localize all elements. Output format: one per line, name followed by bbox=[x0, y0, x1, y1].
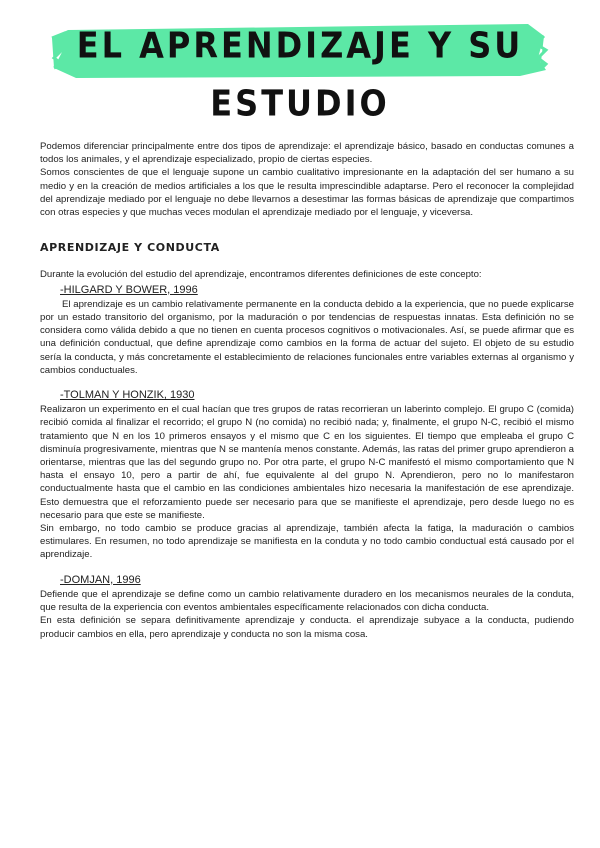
reference-title: -TOLMAN Y HONZIK, 1930 bbox=[60, 389, 195, 402]
intro-paragraph-1: Podemos diferenciar principalmente entre dos tipos de aprendizaje: el aprendizaje básico, basado en conductas comunes a todos los animales, y el aprendizaje especializado, propio de ciertas especies. bbox=[40, 141, 574, 166]
section-heading: APRENDIZAJE Y CONDUCTA bbox=[40, 241, 220, 255]
reference-title: -DOMJAN, 1996 bbox=[60, 573, 141, 586]
reference-paragraph: El aprendizaje es un cambio relativamente permanente en la conducta debido a la experiencia, que no puede explicarse por un estado transitorio del organismo, por la maduración o por tendencias de respuestas innatas. Esta definición no se considera como válida debido a que no tienen en cuenta procesos cognitivos o motivacionales. Así, se puede afirmar que es una definición conductual, que define aprendizaje como cambios en la forma de actuar del sujeto. El objeto de su estudio sería la conducta, y más concretamente el establecimiento de relaciones funcionales entre variables externas al organismo y cambios conductuales. bbox=[40, 298, 574, 376]
reference-paragraph: Realizaron un experimento en el cual hacían que tres grupos de ratas recorrieran un laberinto complejo. El grupo C (comida) recibió comida al finalizar el recorrido; el grupo N (no comida) no recibió nada; y, finalmente, el grupo N-C, recibió el mismo tratamiento que N en los 10 primeros ensayos y el mismo que C en los siguientes. El tiempo que empleaba el grupo C disminuía progresivamente, mientras que N se mantenía menos constante. Además, las ratas del primer grupo aprendieron a orientarse, mientras que las del segundo grupo no. Por otra parte, el grupo N-C manifestó el mismo comportamiento que N hasta el ensayo 10, pero a partir de ahí, fue equivalente al del grupo N. Aprendieron, pero no lo manifestaron conductualmente hasta que el cambio en las condiciones ambientales hizo necesaria la manifestación de ese aprendizaje. Esto demuestra que el reforzamiento puede ser necesario para que se manifieste el aprendizaje, pero desde luego no es necesario para que este se manifieste. bbox=[40, 404, 574, 521]
intro-paragraph-2: Somos conscientes de que el lenguaje supone un cambio cualitativo impresionante en la adaptación del ser humano a su medio y en la creación de medios artificiales a los que le resulta imprescindible adaptarse. Pero el reconocer la complejidad del aprendizaje mediado por el lenguaje no debe llevarnos a desestimar las formas básicas de aprendizaje que compartimos con otras especies y que muchas veces modulan el aprendizaje mediado por el lenguaje, y viceversa. bbox=[40, 167, 574, 219]
section-lead: Durante la evolución del estudio del aprendizaje, encontramos diferentes definiciones de este concepto: bbox=[40, 269, 482, 281]
page-title-line-1: EL APRENDIZAJE Y SU bbox=[76, 23, 524, 67]
reference-paragraph: Defiende que el aprendizaje se define como un cambio relativamente duradero en los mecanismos neurales de la conduta, que resulta de la experiencia con eventos ambientales específicamente relacionados con dicha conducta. bbox=[40, 588, 574, 614]
page-title-line-2: ESTUDIO bbox=[210, 81, 390, 125]
reference-paragraph: Sin embargo, no todo cambio se produce gracias al aprendizaje, también afecta la fatiga, la maduración o cambios estimulares. En resumen, no todo aprendizaje se manifiesta en la conduta y no todo cambio conductual está causado por el aprendizaje. bbox=[40, 523, 574, 561]
reference-title: -HILGARD Y BOWER, 1996 bbox=[60, 283, 198, 296]
reference-paragraph: En esta definición se separa definitivamente aprendizaje y conducta. el aprendizaje subyace a la conducta, pudiendo producir cambios en ella, pero aprendizaje y conducta no son la misma cosa. bbox=[40, 615, 574, 640]
title-block bbox=[50, 14, 550, 134]
document-body bbox=[40, 140, 574, 641]
